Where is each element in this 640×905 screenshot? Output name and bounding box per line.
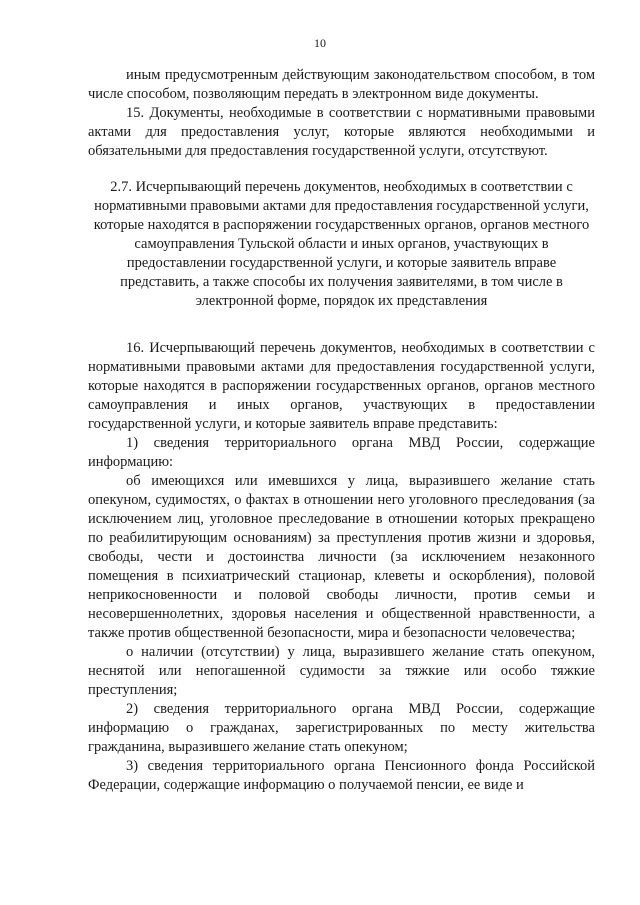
paragraph-15: 15. Документы, необходимые в соответствии с нормативными правовыми актами для предоставления услуг, которые являются необходимыми и обязательными для предоставления государственной услуги, отсутствуют.	[88, 105, 595, 159]
list-item-2: 2) сведения территориального органа МВД России, содержащие информацию о гражданах, зарегистрированных по месту жительства гражданина, выразившего желание стать опекуном;	[88, 701, 595, 755]
page-number: 10	[314, 36, 326, 50]
list-item-1-sub-b: о наличии (отсутствии) у лица, выразившего желание стать опекуном, неснятой или непогашенной судимости за тяжкие или особо тяжкие преступления;	[88, 644, 595, 698]
list-item-3: 3) сведения территориального органа Пенсионного фонда Российской Федерации, содержащие информацию о получаемой пенсии, ее виде и	[88, 758, 595, 793]
list-item-1-sub-a: об имеющихся или имевшихся у лица, выразившего желание стать опекуном, судимостях, о фактах в отношении него уголовного преследования (за исключением лиц, уголовное преследование в отношении которых прекращено по реабилитирующим основаниям) за преступления против жизни и здоровья, свободы, чести и достоинства личности (за исключением незаконного помещения в психиатрический стационар, клеветы и оскорбления), половой неприкосновенности и половой свободы личности, против семьи и несовершеннолетних, здоровья населения и общественной нравственности, а также против общественной безопасности, мира и безопасности человечества;	[88, 473, 595, 641]
document-body	[88, 66, 595, 795]
section-heading-2-7: 2.7. Исчерпывающий перечень документов, необходимых в соответствии с нормативными правовыми актами для предоставления государственной услуги, которые находятся в распоряжении государственных органов, органов местного самоуправления Тульской области и иных органов, участвующих в предоставлении государственной услуги, и которые заявитель вправе представить, а также способы их получения заявителями, в том числе в электронной форме, порядок их представления	[93, 179, 590, 309]
list-item-1: 1) сведения территориального органа МВД России, содержащие информацию:	[88, 435, 595, 470]
paragraph-continuation: иным предусмотренным действующим законодательством способом, в том числе способом, позволяющим передать в электронном виде документы.	[88, 67, 595, 102]
paragraph-16: 16. Исчерпывающий перечень документов, необходимых в соответствии с нормативными правовыми актами для предоставления государственной услуги, которые находятся в распоряжении государственных органов, органов местного самоуправления и иных органов, участвующих в предоставлении государственной услуги, и которые заявитель вправе представить:	[88, 340, 595, 432]
